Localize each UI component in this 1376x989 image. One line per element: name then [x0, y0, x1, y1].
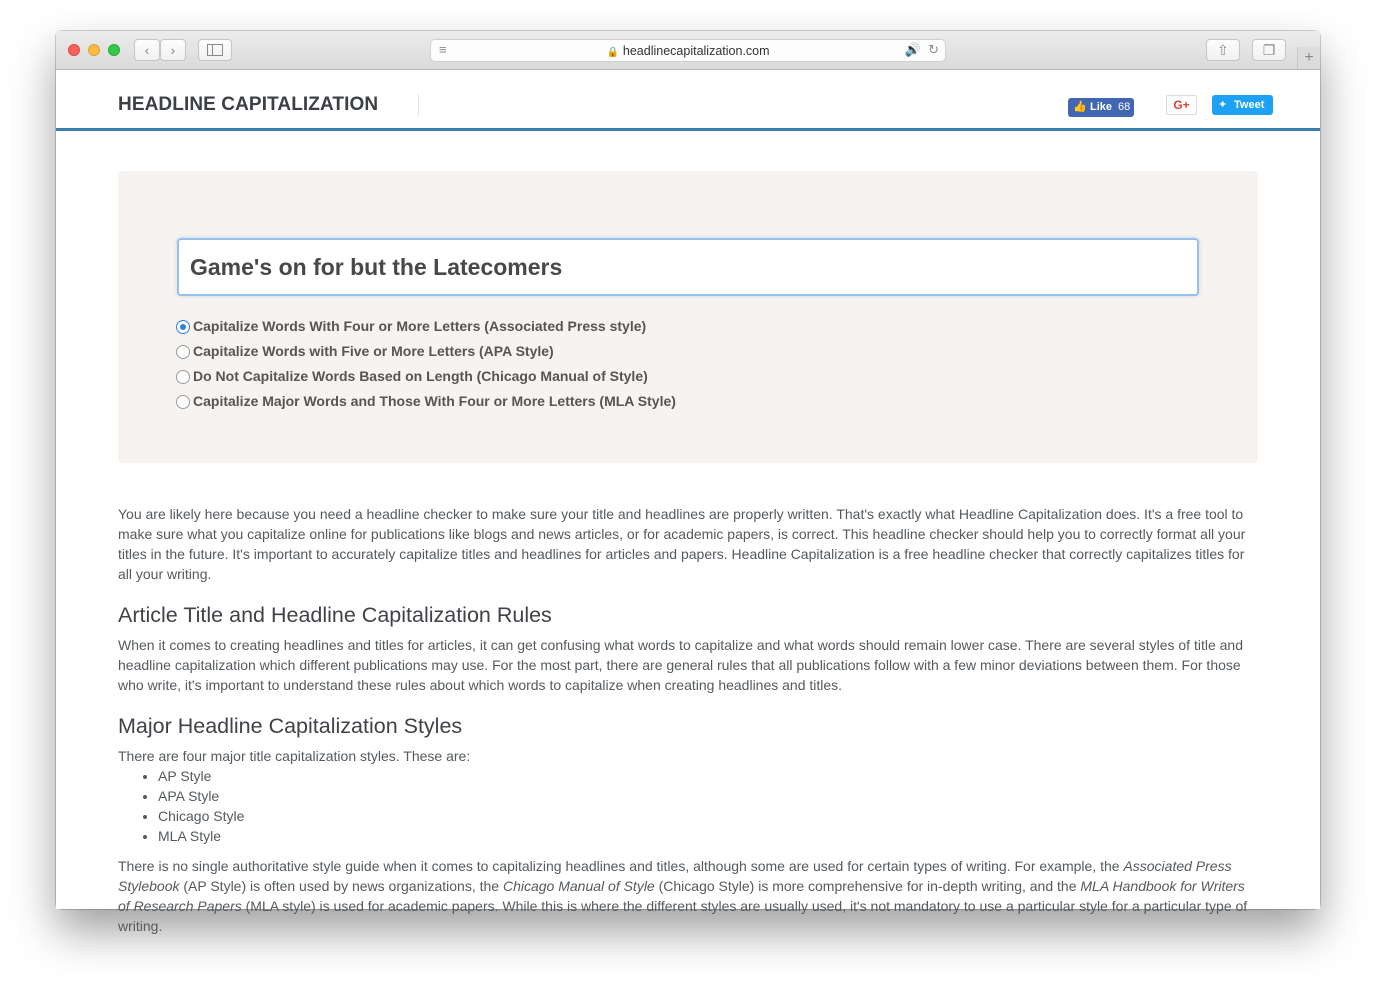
- share-icon: ⇧: [1217, 42, 1229, 58]
- sidebar-button[interactable]: [198, 39, 232, 61]
- like-label: Like: [1090, 101, 1113, 113]
- style-guide-paragraph: [118, 856, 1258, 936]
- text-span: (AP Style) is often used by news organizations, the: [179, 878, 503, 894]
- facebook-like-button[interactable]: [1068, 98, 1134, 117]
- tabs-icon: ❐: [1262, 42, 1276, 58]
- browser-toolbar: [56, 31, 1320, 70]
- tabs-button[interactable]: [1252, 39, 1286, 61]
- like-count: 68: [1118, 101, 1131, 113]
- headline-input[interactable]: [177, 238, 1199, 296]
- brand-divider: [418, 94, 419, 116]
- google-plus-button[interactable]: G+: [1166, 95, 1197, 115]
- text-span: There is no single authoritative style guide when it comes to capitalizing headlines and titles, although some are used for certain types of writing. For example, the: [118, 858, 1124, 874]
- tweet-button[interactable]: [1212, 95, 1273, 115]
- radio-apa[interactable]: [176, 345, 190, 359]
- speaker-icon[interactable]: 🔊: [904, 42, 921, 57]
- plus-icon: +: [1304, 49, 1314, 66]
- styles-list: [118, 766, 1258, 846]
- styles-intro: There are four major title capitalization styles. These are:: [118, 748, 471, 764]
- style-option-label[interactable]: Capitalize Major Words and Those With Four or More Letters (MLA Style): [193, 393, 676, 409]
- minimize-window-button[interactable]: [88, 44, 100, 56]
- reader-icon[interactable]: ≡: [439, 42, 447, 57]
- address-bar[interactable]: [430, 39, 946, 62]
- text-span: (Chicago Style) is more comprehensive for in-depth writing, and the: [654, 878, 1081, 894]
- sidebar-icon: [207, 44, 223, 56]
- zoom-window-button[interactable]: [108, 44, 120, 56]
- thumbs-up-icon: 👍: [1073, 101, 1087, 113]
- share-button[interactable]: [1206, 39, 1240, 61]
- list-item: • MLA Style: [158, 826, 1258, 846]
- chevron-left-icon: ‹: [144, 42, 150, 58]
- list-item: • AP Style: [158, 766, 1258, 786]
- radio-chicago[interactable]: [176, 370, 190, 384]
- site-brand[interactable]: HEADLINE CAPITALIZATION: [118, 94, 379, 115]
- browser-window: [56, 31, 1320, 934]
- ap-stylebook-title: Associated Press Stylebook: [118, 858, 1232, 894]
- url-text: headlinecapitalization.com: [622, 44, 770, 58]
- style-option-label[interactable]: Capitalize Words With Four or More Letters (Associated Press style): [193, 318, 647, 334]
- style-option-label[interactable]: Do Not Capitalize Words Based on Length (Chicago Manual of Style): [193, 368, 648, 384]
- rules-paragraph: When it comes to creating headlines and titles for articles, it can get confusing what words to capitalize and what words should remain lower case. There are several styles of title and headline capitalization which different publications may use. For the most part, there are general rules that all publications follow with a few minor deviations between them. For those who write, it's important to understand these rules about which words to capitalize when creating headlines and titles.: [118, 637, 1243, 693]
- forward-button[interactable]: [160, 39, 186, 61]
- text-span: (MLA style) is used for academic papers. While this is where the different styles are usually used, it's not mandatory to use a particular style for a particular type of writing.: [118, 898, 1248, 934]
- page-content: [56, 70, 1320, 934]
- close-window-button[interactable]: [68, 44, 80, 56]
- radio-mla[interactable]: [176, 395, 190, 409]
- chevron-right-icon: ›: [170, 42, 176, 58]
- chicago-manual-title: Chicago Manual of Style: [502, 878, 655, 894]
- intro-paragraph: You are likely here because you need a headline checker to make sure your title and headlines are properly written. That's exactly what Headline Capitalization does. It's a free tool to make sure what you capitalize online for publications like blogs and news articles, or for academic papers, is correct. This headline checker should help you to correctly format all your titles in the future. It's important to accurately capitalize titles and headlines for articles and papers. Headline Capitalization is a free headline checker that correctly capitalizes titles for all your writing.: [118, 506, 1246, 582]
- nav-buttons: [134, 39, 186, 61]
- capitalization-tool-panel: [118, 171, 1258, 463]
- new-tab-button[interactable]: [1297, 47, 1320, 69]
- lock-icon: 🔒: [606, 47, 619, 58]
- rules-heading: Article Title and Headline Capitalization Rules: [118, 603, 552, 627]
- article-body: [118, 504, 1258, 936]
- back-button[interactable]: [134, 39, 160, 61]
- radio-ap[interactable]: [176, 320, 190, 334]
- list-item: • Chicago Style: [158, 806, 1258, 826]
- mla-handbook-title: MLA Handbook for Writers of Research Papers: [118, 878, 1245, 914]
- list-item: • APA Style: [158, 786, 1258, 806]
- styles-heading: Major Headline Capitalization Styles: [118, 714, 463, 738]
- tweet-label: Tweet: [1234, 99, 1265, 111]
- style-option-label[interactable]: Capitalize Words with Five or More Letters (APA Style): [193, 343, 554, 359]
- reload-icon[interactable]: ↻: [928, 42, 939, 57]
- site-header: [56, 70, 1320, 131]
- twitter-bird-icon: ✦: [1218, 99, 1228, 111]
